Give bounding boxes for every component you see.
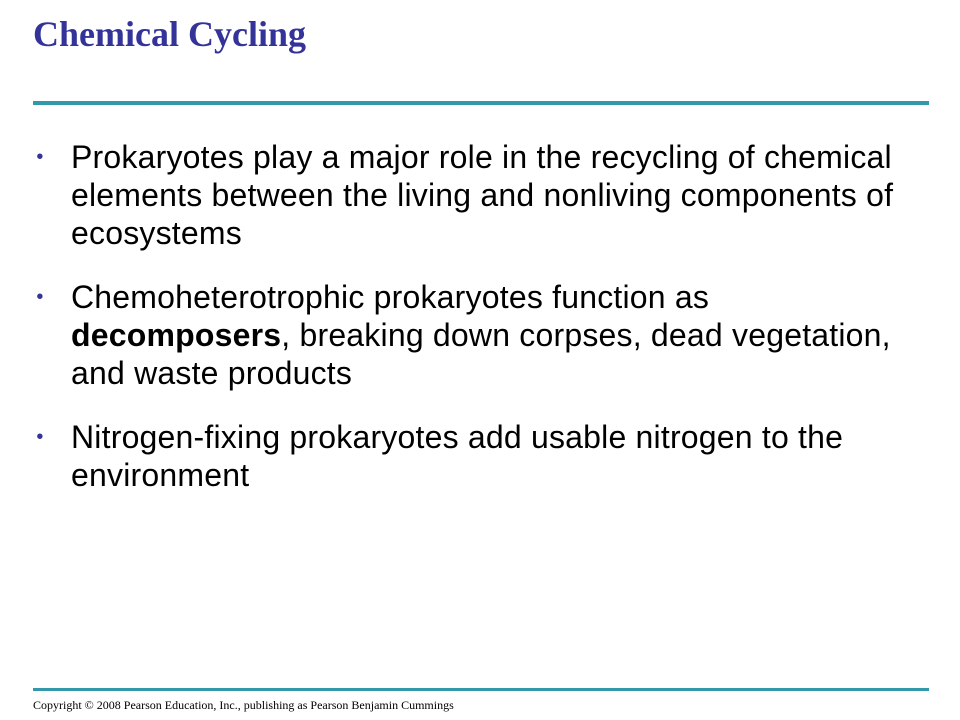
bullet-text-segment: Nitrogen-fixing prokaryotes add usable nitrogen to the environment [71, 419, 844, 493]
title-divider [33, 101, 929, 105]
bullet-text [71, 279, 891, 391]
bullet-item [30, 278, 930, 392]
copyright-footer: Copyright © 2008 Pearson Education, Inc., publishing as Pearson Benjamin Cummings [33, 698, 454, 712]
bullet-item [30, 138, 930, 252]
bullet-marker: • [36, 146, 44, 168]
bullet-list [30, 138, 930, 520]
bullet-text-segment: Chemoheterotrophic prokaryotes function as [71, 279, 710, 315]
bullet-marker: • [36, 286, 44, 308]
bullet-text-segment: Prokaryotes play a major role in the recycling of chemical elements between the living and nonliving components of ecosystems [71, 139, 894, 251]
bullet-bold-term: decomposers [71, 317, 282, 353]
bullet-text-segment: , breaking down corpses, dead vegetation, and waste products [71, 317, 891, 391]
bullet-text [71, 419, 843, 493]
slide-title: Chemical Cycling [33, 14, 306, 54]
bullet-text [71, 139, 893, 251]
footer-divider [33, 688, 929, 691]
bullet-item [30, 418, 930, 494]
bullet-marker: • [36, 426, 44, 448]
